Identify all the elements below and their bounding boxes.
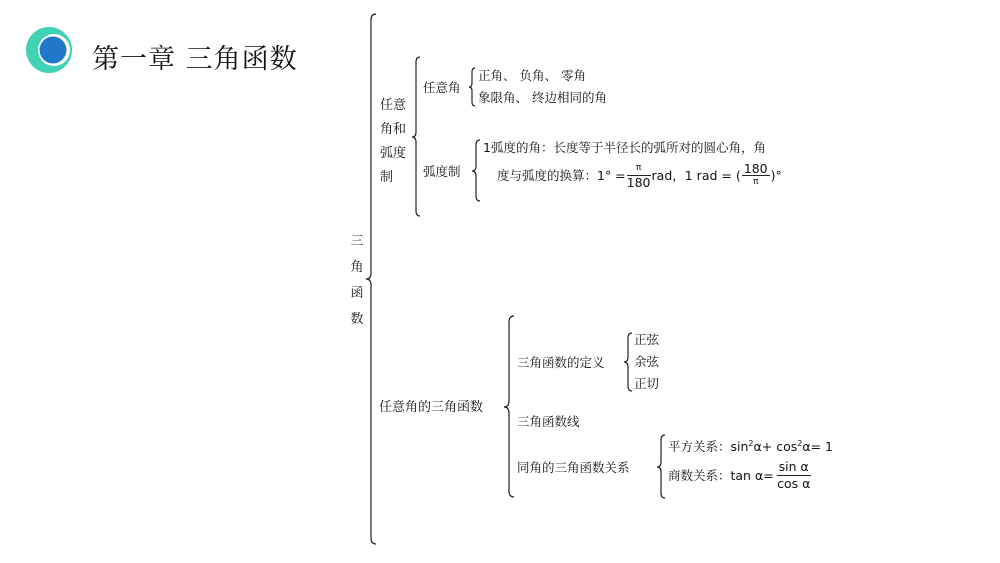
definition-item-tangent: 正切 (634, 376, 660, 391)
square-sup1: 2 (748, 439, 754, 448)
radian-conversion (497, 162, 782, 189)
conv-box1: ( (735, 167, 741, 183)
conv-fraction-1 (627, 162, 651, 189)
arb-angle-bracket (469, 68, 475, 106)
conv-fraction-2 (742, 162, 770, 189)
arb-angle-line2: 象限角、 终边相同的角 (478, 90, 607, 105)
radian-line1: 1弧度的角：长度等于半径长的弧所对的圆心角，角 (483, 140, 766, 155)
square-prefix: 平方关系：sin (668, 439, 749, 455)
root-label: 三角函数 (350, 234, 364, 327)
quotient-prefix: 商数关系：tan α= (668, 467, 774, 483)
radian-bracket (472, 140, 480, 201)
branch2-bracket (504, 316, 514, 497)
conv-f2-den: π (752, 177, 759, 187)
radian-label: 弧度制 (423, 164, 461, 179)
quotient-num: sin α (778, 459, 809, 474)
trig-line-label: 三角函数线 (517, 414, 580, 429)
conv-mid: rad，1 rad = (651, 167, 732, 183)
square-sup2: 2 (797, 439, 803, 448)
definition-item-cosine: 余弦 (634, 354, 660, 369)
branch1-label: 任意角和弧度制 (380, 98, 407, 185)
arb-angle-label: 任意角 (423, 80, 461, 95)
same-angle-bracket (657, 435, 665, 498)
branch1-bracket (412, 57, 420, 216)
conv-f1-num: π (627, 162, 651, 176)
page-title: 第一章 三角函数 (92, 44, 298, 75)
square-mid: α+ cos (753, 439, 798, 455)
conv-prefix: 度与弧度的换算：1° = (497, 167, 626, 183)
quotient-relation (668, 459, 812, 492)
definition-item-sine: 正弦 (634, 332, 660, 347)
conv-f2-num: 180 (743, 161, 768, 176)
quotient-den: cos α (777, 476, 811, 491)
definition-label: 三角函数的定义 (517, 355, 605, 370)
root-bracket (366, 14, 376, 544)
quotient-fraction (777, 459, 811, 492)
arb-angle-line1: 正角、 负角、 零角 (478, 68, 586, 83)
same-angle-label: 同角的三角函数关系 (517, 460, 630, 475)
conv-f1-den: 180 (626, 175, 651, 190)
branch2-label: 任意角的三角函数 (379, 400, 484, 415)
conv-box2: )° (770, 167, 782, 183)
square-relation (668, 436, 833, 455)
square-suffix: α= 1 (802, 439, 833, 455)
circle-logo-icon (25, 26, 73, 74)
definition-bracket (624, 333, 632, 391)
